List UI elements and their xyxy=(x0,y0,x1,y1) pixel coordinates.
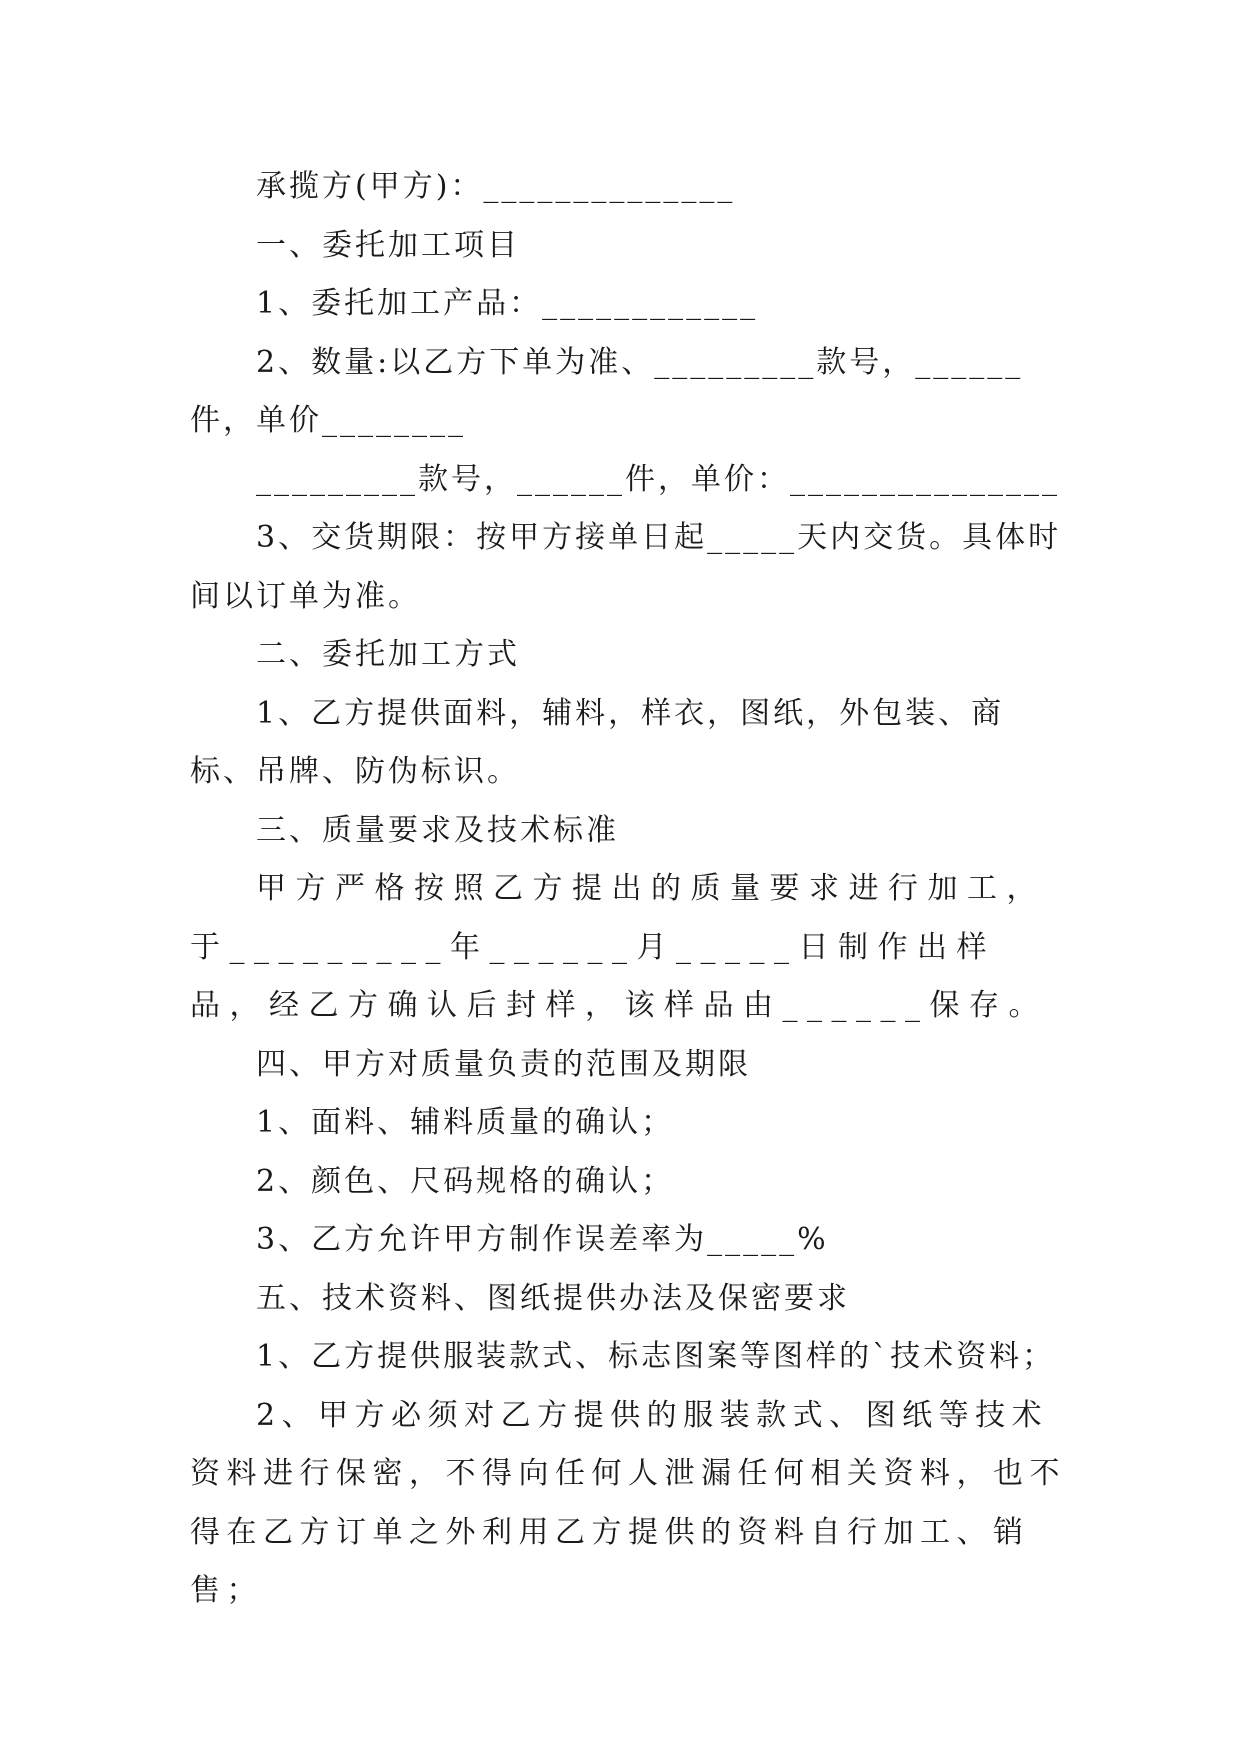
paragraph: 1、乙方提供面料，辅料，样衣，图纸，外包装、商标、吊牌、防伪标识。 xyxy=(190,695,1005,789)
section-heading: 四、甲方对质量负责的范围及期限 xyxy=(256,1046,751,1082)
paragraph: 2、颜色、尺码规格的确认； xyxy=(256,1163,675,1199)
paragraph: _________款号，______件，单价：_______________ xyxy=(256,461,1060,497)
paragraph: 1、乙方提供服装款式、标志图案等图样的`技术资料； xyxy=(256,1339,1056,1374)
section-heading: 二、委托加工方式 xyxy=(256,637,520,672)
document-body xyxy=(190,158,1070,1621)
paragraph: 3、交货期限：按甲方接单日起_____天内交货。具体时间以订单为准。 xyxy=(190,520,1062,614)
paragraph: 1、面料、辅料质量的确认； xyxy=(256,1105,675,1140)
section-heading: 三、质量要求及技术标准 xyxy=(256,812,619,848)
section-heading: 一、委托加工项目 xyxy=(256,227,520,263)
paragraph: 3、乙方允许甲方制作误差率为_____% xyxy=(256,1222,829,1257)
paragraph: 2、数量:以乙方下单为准、_________款号，______件，单价________ xyxy=(190,344,1024,438)
paragraph: 甲方严格按照乙方提出的质量要求进行加工，于_________年______月_____日制作出样品，经乙方确认后封样，该样品由______保存。 xyxy=(190,871,1048,1023)
section-heading: 五、技术资料、图纸提供办法及保密要求 xyxy=(256,1280,850,1316)
paragraph: 承揽方(甲方)：______________ xyxy=(256,169,736,204)
paragraph: 2、甲方必须对乙方提供的服装款式、图纸等技术资料进行保密，不得向任何人泄漏任何相关资料，也不得在乙方订单之外利用乙方提供的资料自行加工、销售； xyxy=(190,1397,1066,1608)
paragraph: 1、委托加工产品：____________ xyxy=(256,286,759,321)
